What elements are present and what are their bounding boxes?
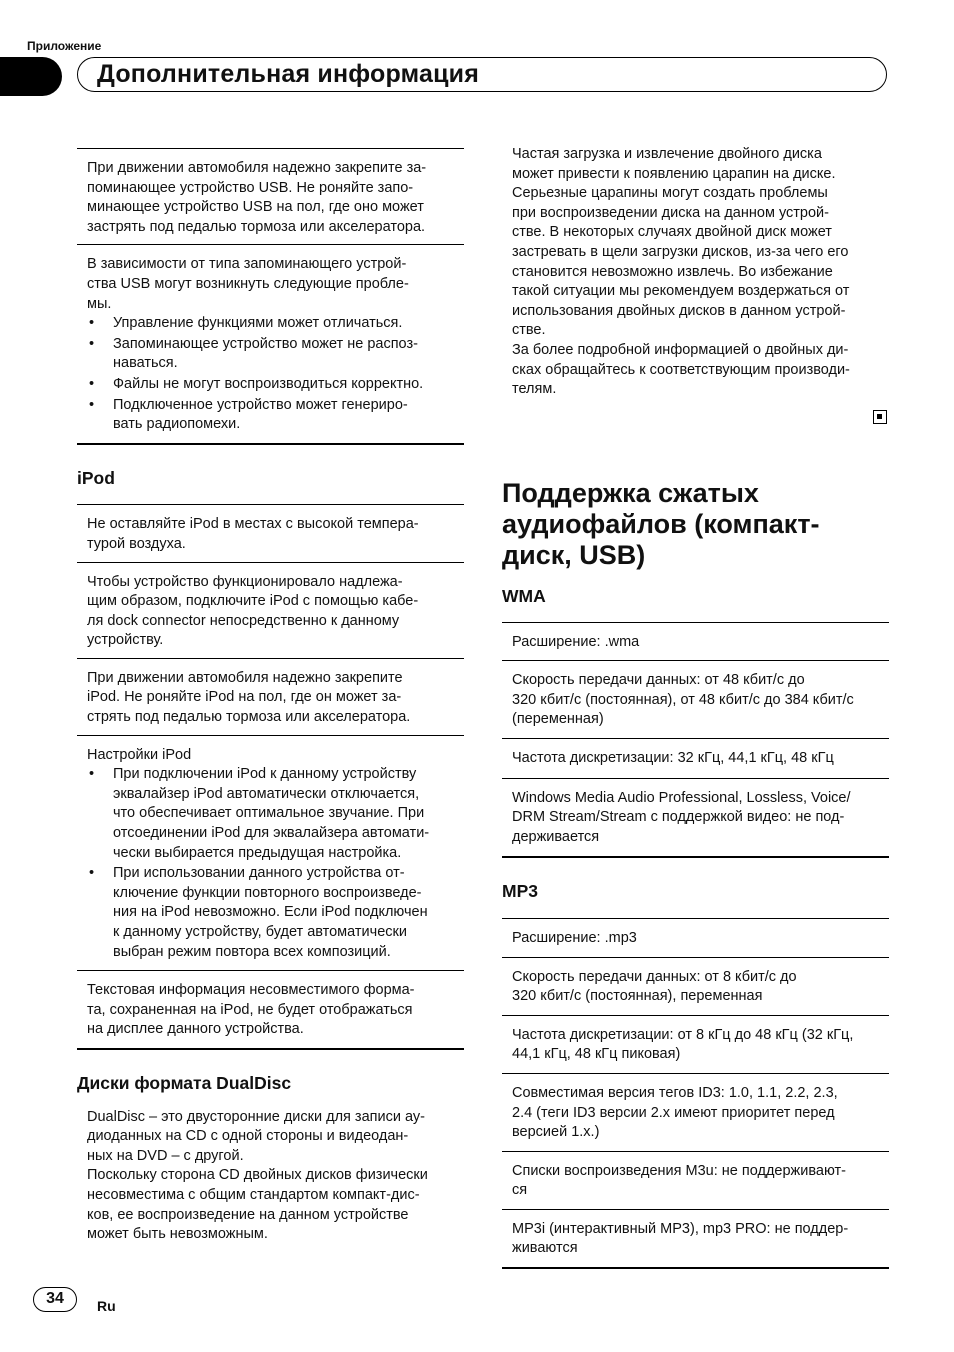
cell-text: Расширение: .mp3	[512, 929, 637, 946]
wma-unsupported	[502, 778, 889, 857]
list-item: • При использовании данного устройства от- ключение функции повторного воспроизведе- ния на iPod невозможно. Если iPod подключен к данному устройству, будет автоматически выбран режим повтора всех композиций.	[87, 864, 454, 962]
cell-text: Списки воспроизведения M3u: не поддерживают- ся	[512, 1162, 846, 1199]
cell-text: Скорость передачи данных: от 8 кбит/с до 320 кбит/с (постоянная), переменная	[512, 968, 797, 1005]
mp3-extension	[502, 918, 889, 957]
list-item: • При подключении iPod к данному устройству эквалайзер iPod автоматически отключается, что обеспечивает оптимальное звучание. При отсоединении iPod для эквалайзера автомати- чески выбирается предыдущая настройка.	[87, 765, 454, 863]
ipod-heat-note	[77, 504, 464, 561]
cell-text: Частота дискретизации: от 8 кГц до 48 кГц (32 кГц, 44,1 кГц, 48 кГц пиковая)	[512, 1026, 854, 1063]
cell-text: Скорость передачи данных: от 48 кбит/с до 320 кбит/с (постоянная), от 48 кбит/с до 384 кбит/с (переменная)	[512, 672, 854, 728]
dualdisc-continued-text: Частая загрузка и извлечение двойного диска может привести к появлению царапин на диске. Серьезные царапины могут создать проблемы при воспроизведении диска на данном устрой- стве. В некоторых случаях двойной диск может застревать в щели загрузки дисков, из-за чего его становится невозможно извлечь. Во избежание такой ситуации мы рекомендуем воздержаться от использования двойных дисков в данном устрой- стве. За более подробной информацией о двойных ди- сках обращайтесь к соответствующим производи- телям.	[512, 146, 850, 398]
page-title: Дополнительная информация	[97, 60, 480, 88]
note-text: Чтобы устройство функционировало надлежа- щим образом, подключите iPod с помощью кабе- ля dock connector непосредственно к данному устройству.	[87, 573, 419, 649]
usb-issues-list	[87, 314, 454, 435]
cell-text: Частота дискретизации: 32 кГц, 44,1 кГц, 48 кГц	[512, 749, 834, 766]
cell-text: Windows Media Audio Professional, Lossless, Voice/ DRM Stream/Stream с поддержкой видео: не под- держивается	[512, 789, 851, 845]
list-item: • Управление функциями может отличаться.	[87, 314, 454, 334]
mp3-heading: MP3	[502, 881, 538, 902]
compressed-audio-section	[502, 478, 889, 1269]
ipod-settings-list	[87, 765, 454, 962]
dualdisc-text: DualDisc – это двусторонние диски для записи ау- диоданных на CD с одной стороны и видеодан- ных на DVD – с другой. Поскольку сторона CD двойных дисков физически несовместима с общим стандартом компакт-дис- ков, ее воспроизведение на данном устройстве может быть невозможным.	[87, 1108, 428, 1243]
ipod-fixing-note	[77, 658, 464, 735]
mp3-mp3i	[502, 1209, 889, 1267]
list-item: • Подключенное устройство может генериро- вать радиопомехи.	[87, 396, 454, 435]
cell-text: MP3i (интерактивный MP3), mp3 PRO: не поддер- живаются	[512, 1220, 849, 1257]
wma-sampling	[502, 738, 889, 778]
ipod-connect-note	[77, 562, 464, 658]
wma-bitrate	[502, 660, 889, 738]
ipod-text-info-note	[77, 970, 464, 1048]
wma-extension	[502, 622, 889, 661]
section-divider	[502, 1267, 889, 1269]
list-item: • Файлы не могут воспроизводиться корректно.	[87, 375, 454, 395]
usb-issues-intro: В зависимости от типа запоминающего устрой- ства USB могут возникнуть следующие пробле- мы.	[87, 256, 409, 312]
dualdisc-continued	[502, 145, 889, 400]
dualdisc-heading: Диски формата DualDisc	[77, 1072, 292, 1093]
usb-fixing-text: При движении автомобиля надежно закрепите за- поминающее устройство USB. Не роняйте запо- минающее устройство USB на пол, где оно может застрять под педалью тормоза или акселератора.	[87, 160, 427, 235]
note-text: При движении автомобиля надежно закрепите iPod. Не роняйте iPod на пол, где он может за- стрять под педалью тормоза или акселератора.	[87, 669, 411, 726]
mp3-bitrate	[502, 957, 889, 1015]
cell-text: Совместимая версия тегов ID3: 1.0, 1.1, 2.2, 2.3, 2.4 (теги ID3 версии 2.x имеют приоритет перед версией 1.x.)	[512, 1084, 838, 1141]
ipod-settings-intro: Настройки iPod	[87, 746, 192, 763]
left-column	[77, 148, 464, 1245]
ipod-settings-note	[77, 735, 464, 971]
end-of-section-icon	[873, 410, 887, 424]
ipod-heading: iPod	[77, 467, 115, 488]
list-item: • Запоминающее устройство может не распоз- наваться.	[87, 335, 454, 374]
usb-fixing-note	[77, 148, 464, 244]
section-heading: Поддержка сжатых аудиофайлов (компакт- диск, USB)	[502, 478, 820, 570]
note-text: Не оставляйте iPod в местах с высокой темпера- турой воздуха.	[87, 516, 419, 552]
cell-text: Расширение: .wma	[512, 633, 640, 650]
language-code: Ru	[97, 1298, 116, 1314]
mp3-id3-tags	[502, 1073, 889, 1151]
page-number: 34	[33, 1287, 77, 1312]
usb-issues-note	[77, 244, 464, 442]
mp3-playlists	[502, 1151, 889, 1209]
appendix-label: Приложение	[27, 39, 102, 53]
dualdisc-body	[77, 1108, 464, 1245]
section-tab-marker	[0, 57, 62, 96]
right-column	[502, 145, 889, 400]
wma-heading: WMA	[502, 586, 546, 606]
mp3-sampling	[502, 1015, 889, 1073]
note-text: Текстовая информация несовместимого форма- та, сохраненная на iPod, не будет отображаться на дисплее данного устройства.	[87, 982, 415, 1038]
